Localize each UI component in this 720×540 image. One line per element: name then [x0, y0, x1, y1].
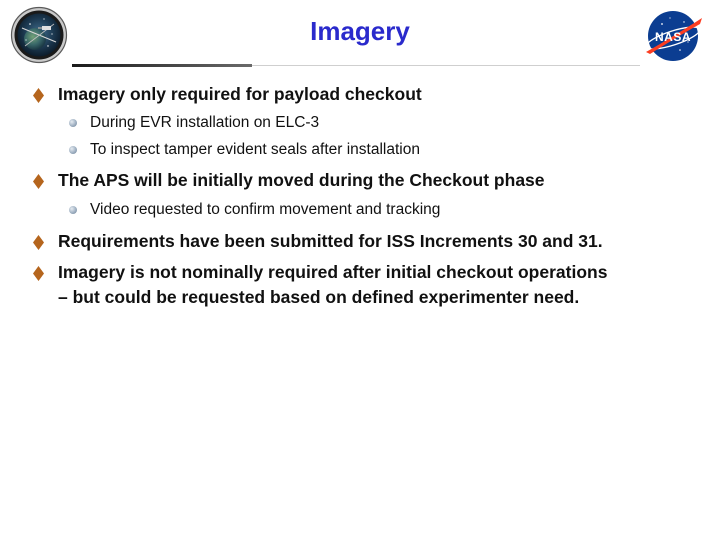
diamond-bullet-icon	[33, 88, 44, 103]
slide-title: Imagery	[310, 16, 410, 46]
circle-bullet-icon	[69, 146, 77, 154]
header-divider-light	[252, 65, 640, 66]
nasa-logo-text: NASA	[654, 30, 692, 44]
sub-bullet-text: During EVR installation on ELC-3	[90, 114, 320, 131]
bullet-text: Requirements have been submitted for ISS Increments 30 and 31.	[58, 231, 603, 251]
header-divider-dark	[72, 64, 252, 67]
sub-bullet-text: To inspect tamper evident seals after installation	[90, 141, 420, 158]
diamond-bullet-icon	[33, 266, 44, 281]
nasa-meatball-icon	[640, 8, 706, 64]
bullet-text-continuation: – but could be requested based on defined experimenter need.	[58, 287, 580, 307]
diamond-bullet-icon	[33, 235, 44, 250]
circle-bullet-icon	[69, 206, 77, 214]
bullet-text: Imagery is not nominally required after initial checkout operations	[58, 262, 608, 282]
diamond-bullet-icon	[33, 174, 44, 189]
circle-bullet-icon	[69, 119, 77, 127]
bullet-text: The APS will be initially moved during the Checkout phase	[58, 170, 545, 190]
sub-bullet-text: Video requested to confirm movement and tracking	[90, 201, 441, 218]
bullet-text: Imagery only required for payload checkout	[58, 84, 422, 104]
